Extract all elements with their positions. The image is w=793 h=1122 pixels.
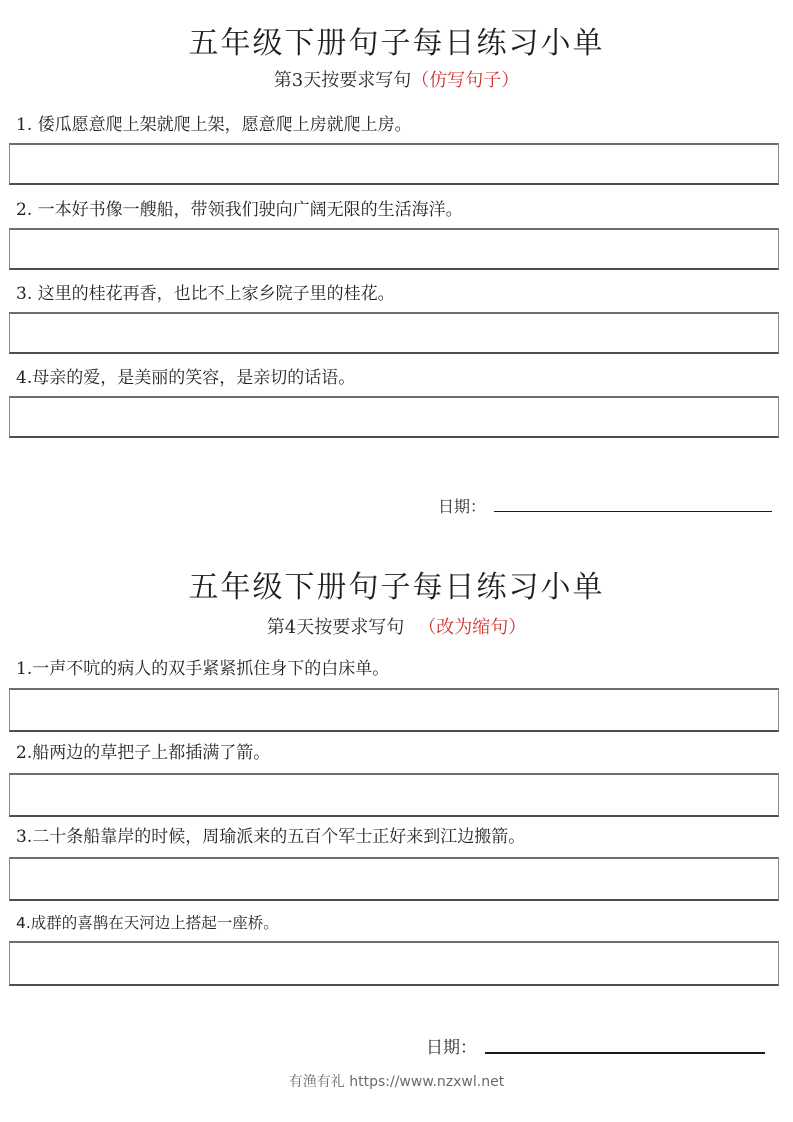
question-4-answer-box[interactable]: [9, 941, 779, 986]
day-label: 第3天按要求写句: [273, 70, 412, 91]
page-title: 五年级下册句子每日练习小单: [188, 26, 605, 61]
question-4-answer-box[interactable]: [9, 396, 779, 438]
day-label: 第4天按要求写句: [266, 617, 405, 638]
question-2-label: 2. 一本好书像一艘船，带领我们驶向广阔无限的生活海洋。: [16, 200, 463, 220]
question-4-label: 4.成群的喜鹊在天河边上搭起一座桥。: [16, 914, 279, 932]
question-1-answer-box[interactable]: [9, 143, 779, 185]
date-field: [438, 499, 772, 515]
question-1-label: 1. 倭瓜愿意爬上架就爬上架，愿意爬上房就爬上房。: [16, 115, 412, 135]
page-subtitle: [0, 72, 793, 90]
question-2-answer-box[interactable]: [9, 228, 779, 270]
question-3-answer-box[interactable]: [9, 312, 779, 354]
question-1-answer-box[interactable]: [9, 688, 779, 732]
page-subtitle: [0, 619, 793, 637]
task-type-label: （改为缩句）: [418, 617, 527, 638]
page-title: 五年级下册句子每日练习小单: [188, 570, 605, 605]
date-input-line[interactable]: [485, 1052, 765, 1054]
date-label: 日期：: [438, 497, 487, 516]
question-3-label: 3.二十条船靠岸的时候，周瑜派来的五百个军士正好来到江边搬箭。: [16, 827, 526, 847]
question-3-label: 3. 这里的桂花再香，也比不上家乡院子里的桂花。: [16, 284, 395, 304]
question-4-label: 4.母亲的爱，是美丽的笑容，是亲切的话语。: [16, 368, 356, 388]
date-label: 日期：: [426, 1038, 477, 1058]
watermark-footer: 有渔有礼 https://www.nzxwl.net: [288, 1074, 505, 1090]
date-input-line[interactable]: [494, 511, 772, 512]
question-3-answer-box[interactable]: [9, 857, 779, 901]
date-field: [426, 1040, 765, 1057]
question-2-answer-box[interactable]: [9, 773, 779, 817]
task-type-label: （仿写句子）: [411, 70, 520, 91]
question-1-label: 1.一声不吭的病人的双手紧紧抓住身下的白床单。: [16, 659, 390, 679]
question-2-label: 2.船两边的草把子上都插满了箭。: [16, 743, 271, 763]
